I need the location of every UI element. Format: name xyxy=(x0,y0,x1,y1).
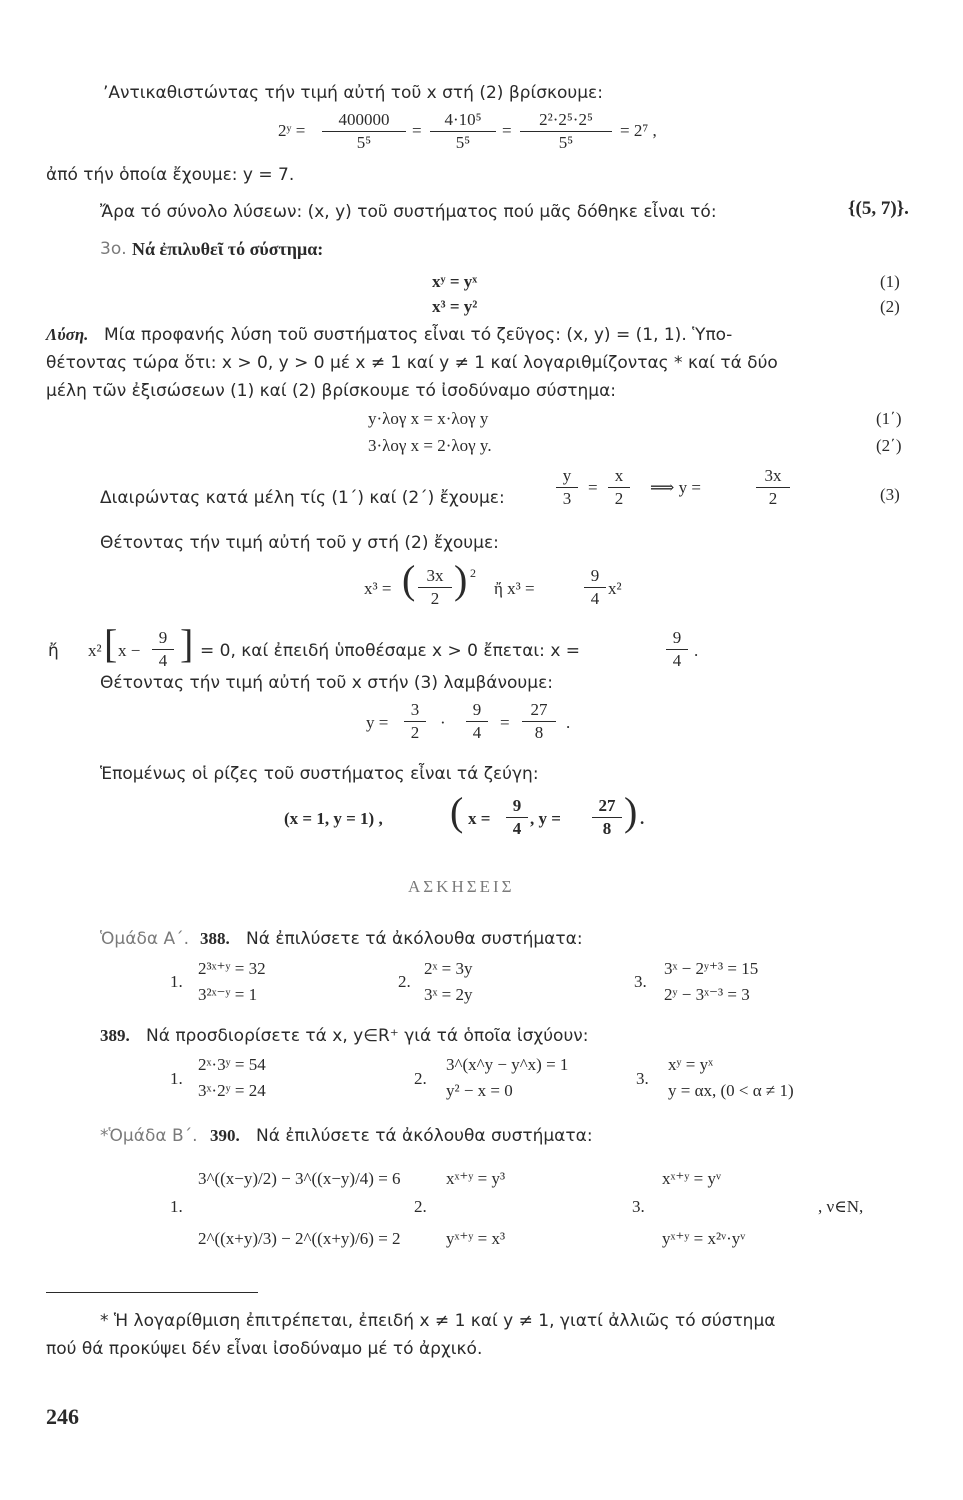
book-page: ’Αντικαθιστώντας τήν τιμή αὐτή τοῦ x στή (2) βρίσκουμε: 2ʸ = $\frac{400000}{\text{5⁵}}$ = $\frac{\text{4·10⁵}}{\text{5⁵}}$ = $\frac{\text{2²·2⁵·2⁵}}{\text{5⁵}}$ = 2⁷ , ἀπό τήν ὁποία ἔχουμε: y = 7. Ἄρα τό σύνολο λύσεων: (x, y) τοῦ συστήματος πού μᾶς δόθηκε εἶναι τό: {(5, 7)}. 3ο. Νά ἐπιλυθεῖ τό σύστημα: xʸ = yˣ (1) x³ = y² (2) Λύση. Μία προφανής λύση τοῦ συστήματος εἶναι τό ζεῦγος: (x, y) = (1, 1). Ὑπο- θέτοντας τώρα ὅτι: x > 0, y > 0 μέ x ≠ 1 καί y ≠ 1 καί λογαριθμίζοντας * καί τά δύο μέλη τῶν ἐξισώσεων (1) καί (2) βρίσκουμε τό ἰσοδύναμο σύστημα: y·λογ x = x·λογ y (1΄) 3·λογ x = 2·λογ y. (2΄) Διαιρώντας κατά μέλη τίς (1΄) καί (2΄) ἔχουμε: $\frac{y}{3}$ = $\frac{x}{2}$ ⟹ y = $\frac{3x}{2}$ (3) Θέτοντας τήν τιμή αὐτή τοῦ y στή (2) ἔχουμε: x³ = ( $\frac{3x}{2}$ ) 2 ἤ x³ = $\frac{9}{4}$ x² ἤ x² [ x − $\frac{9}{4}$ ] = 0, καί ἐπειδή ὑποθέσαμε x > 0 ἔπεται: x = $\frac{9}{4}$ . Θέτοντας τήν τιμή αὐτή τοῦ x στήν (3) λαμβάνουμε: y = $\frac{3}{2}$ · $\frac{9}{4}$ = $\frac{27}{8}$ . Ἑπομένως οἱ ρίζες τοῦ συστήματος εἶναι τά ζεύγη: (x = 1, y = 1) , ( x = $\frac{9}{4}$ , y = $\frac{27}{8}$ ) . ΑΣΚΗΣΕΙΣ Ὁμάδα Α΄. 388. Νά ἐπιλύσετε τά ἀκόλουθα συστήματα: 1. 2³ˣ⁺ʸ = 32 3²ˣ⁻ʸ = 1 2. 2ˣ = 3y 3ˣ = 2y 3. 3ˣ − 2ʸ⁺³ = 15 2ʸ − 3ˣ⁻³ = 3 389. Νά προσδιορίσετε τά x, y∈R⁺ γιά τά ὁποῖα ἰσχύουν: 1. 2ˣ·3ʸ = 54 3ˣ·2ʸ = 24 2. 3^(x^y − y^x) = 1 y² − x = 0 3. xʸ = yˣ y = αx, (0 < α ≠ 1) *Ὁμάδα Β΄. 390. Νά ἐπιλύσετε τά ἀκόλουθα συστήματα: 1. 3^((x−y)/2) − 3^((x−y)/4) = 6 2^((x+y)/3) − 2^((x+y)/6) = 2 2. xˣ⁺ʸ = y³ yˣ⁺ʸ = x³ 3. xˣ⁺ʸ = yᵛ yˣ⁺ʸ = x²ᵛ·yᵛ , ν∈N, * Ἡ λογαρίθμιση ἐπιτρέπεται, ἐπειδή x ≠ 1 καί y ≠ 1, γιατί ἀλλιῶς τό σύστημα πού θά προκύψει δέν εἶναι ἰσοδύναμο μέ τό ἀρχικό. 246 xyxy=(46,83,909,1429)
equation: 2³ˣ⁺ʸ = 32 xyxy=(198,959,266,978)
equation: 3^((x−y)/2) − 3^((x−y)/4) = 6 xyxy=(198,1169,401,1188)
page-number: 246 xyxy=(46,1404,79,1429)
fraction: $\frac{9}{4}$ xyxy=(466,700,488,743)
text-line: Θέτοντας τήν τιμή αὐτή τοῦ y στή (2) ἔχουμε: xyxy=(100,533,499,553)
fraction: $\frac{\text{4·10⁵}}{\text{5⁵}}$ xyxy=(430,110,496,153)
fraction: $\frac{27}{8}$ xyxy=(592,796,622,839)
exercise-number: 388. xyxy=(200,929,230,948)
equation: y² − x = 0 xyxy=(446,1081,513,1100)
fraction: $\frac{400000}{\text{5⁵}}$ xyxy=(322,110,406,153)
text-line: μέλη τῶν ἐξισώσεων (1) καί (2) βρίσκουμε τό ἰσοδύναμο σύστημα: xyxy=(46,381,616,401)
equation: 3²ˣ⁻ʸ = 1 xyxy=(198,985,258,1004)
fraction: $\frac{9}{4}$ xyxy=(584,566,606,609)
fraction: $\frac{3}{2}$ xyxy=(404,700,426,743)
footnote-text: * Ἡ λογαρίθμιση ἐπιτρέπεται, ἐπειδή x ≠ 1 καί y ≠ 1, γιατί ἀλλιῶς τό σύστημα xyxy=(100,1311,776,1331)
text-line: Μία προφανής λύση τοῦ συστήματος εἶναι τό ζεῦγος: (x, y) = (1, 1). Ὑπο- xyxy=(104,325,733,345)
equation-number: (2΄) xyxy=(876,436,902,455)
text-line: ἀπό τήν ὁποία ἔχουμε: y = 7. xyxy=(46,165,295,185)
exercise-number: 389. xyxy=(100,1026,130,1045)
section-title: Νά ἐπιλυθεῖ τό σύστημα: xyxy=(132,239,324,259)
text-line: Διαιρώντας κατά μέλη τίς (1΄) καί (2΄) ἔχουμε: xyxy=(100,488,505,508)
equation: 2ˣ·3ʸ = 54 xyxy=(198,1055,266,1074)
equation: yˣ⁺ʸ = x²ᵛ·yᵛ xyxy=(662,1229,746,1248)
fraction: $\frac{9}{4}$ xyxy=(666,628,688,671)
exercise-text: Νά ἐπιλύσετε τά ἀκόλουθα συστήματα: xyxy=(256,1126,593,1146)
text-line: Ἄρα τό σύνολο λύσεων: (x, y) τοῦ συστήματος πού μᾶς δόθηκε εἶναι τό: xyxy=(100,202,717,222)
equation: 3ˣ − 2ʸ⁺³ = 15 xyxy=(664,959,759,978)
text-line: Ἑπομένως οἱ ρίζες τοῦ συστήματος εἶναι τά ζεύγη: xyxy=(100,764,539,784)
equation: 3ˣ·2ʸ = 24 xyxy=(198,1081,266,1100)
fraction: $\frac{3x}{2}$ xyxy=(418,566,452,609)
fraction: $\frac{\text{2²·2⁵·2⁵}}{\text{5⁵}}$ xyxy=(520,110,612,153)
text-line: θέτοντας τώρα ὅτι: x > 0, y > 0 μέ x ≠ 1 καί y ≠ 1 καί λογαριθμίζοντας * καί τά δύο xyxy=(46,353,778,373)
equation-rhs: = 2⁷ , xyxy=(620,121,657,140)
equation-lhs: x³ = xyxy=(364,579,392,598)
section-number: 3ο. xyxy=(100,239,127,259)
text-line: ’Αντικαθιστώντας τήν τιμή αὐτή τοῦ x στή (2) βρίσκουμε: xyxy=(103,83,603,103)
implies-arrow: ⟹ y = xyxy=(650,478,701,497)
equation: yˣ⁺ʸ = x³ xyxy=(446,1229,506,1248)
equation: 3^(x^y − y^x) = 1 xyxy=(446,1055,569,1074)
text-line: Θέτοντας τήν τιμή αὐτή τοῦ x στήν (3) λαμβάνουμε: xyxy=(100,673,553,693)
fraction: $\frac{y}{3}$ xyxy=(556,466,578,509)
equation: xˣ⁺ʸ = yᵛ xyxy=(662,1169,722,1188)
solution-label: Λύση. xyxy=(46,325,89,344)
fraction: $\frac{27}{8}$ xyxy=(522,700,556,743)
text-line: = 0, καί ἐπειδή ὑποθέσαμε x > 0 ἔπεται: x = xyxy=(200,641,581,661)
equation-number: (3) xyxy=(880,485,900,504)
group-label: *Ὁμάδα Β΄. xyxy=(100,1126,198,1146)
fraction: $\frac{9}{4}$ xyxy=(152,628,174,671)
fraction: $\frac{3x}{2}$ xyxy=(756,466,790,509)
equation: 3·λογ x = 2·λογ y. xyxy=(368,436,492,455)
equation: y·λογ x = x·λογ y xyxy=(368,409,489,428)
fraction: $\frac{9}{4}$ xyxy=(506,796,528,839)
group-label: Ὁμάδα Α΄. xyxy=(100,929,189,949)
equation: 2^((x+y)/3) − 2^((x+y)/6) = 2 xyxy=(198,1229,401,1248)
equation-number: (1) xyxy=(880,272,900,291)
equation-lhs: 2ʸ = xyxy=(278,121,306,140)
equation: 2ˣ = 3y xyxy=(424,959,473,978)
equation: xˣ⁺ʸ = y³ xyxy=(446,1169,506,1188)
fraction: $\frac{x}{2}$ xyxy=(608,466,630,509)
equation: y = αx, (0 < α ≠ 1) xyxy=(668,1081,794,1100)
footnote-text: πού θά προκύψει δέν εἶναι ἰσοδύναμο μέ τό ἀρχικό. xyxy=(46,1339,483,1359)
solution-set: {(5, 7)}. xyxy=(848,198,909,219)
exercise-text: Νά προσδιορίσετε τά x, y∈R⁺ γιά τά ὁποῖα ἰσχύουν: xyxy=(146,1026,589,1046)
section-heading: ΑΣΚΗΣΕΙΣ xyxy=(408,877,515,896)
equation-number: (2) xyxy=(880,297,900,316)
equation: 2ʸ − 3ˣ⁻³ = 3 xyxy=(664,985,750,1004)
equation: x³ = y² xyxy=(432,297,478,316)
exercise-number: 390. xyxy=(210,1126,240,1145)
footnote-divider xyxy=(46,1292,258,1293)
exercise-text: Νά ἐπιλύσετε τά ἀκόλουθα συστήματα: xyxy=(246,929,583,949)
equation: xʸ = yˣ xyxy=(668,1055,714,1074)
equation: xʸ = yˣ xyxy=(432,272,478,291)
equation: 3ˣ = 2y xyxy=(424,985,473,1004)
root-pair: (x = 1, y = 1) , xyxy=(284,809,383,828)
equation-number: (1΄) xyxy=(876,409,902,428)
